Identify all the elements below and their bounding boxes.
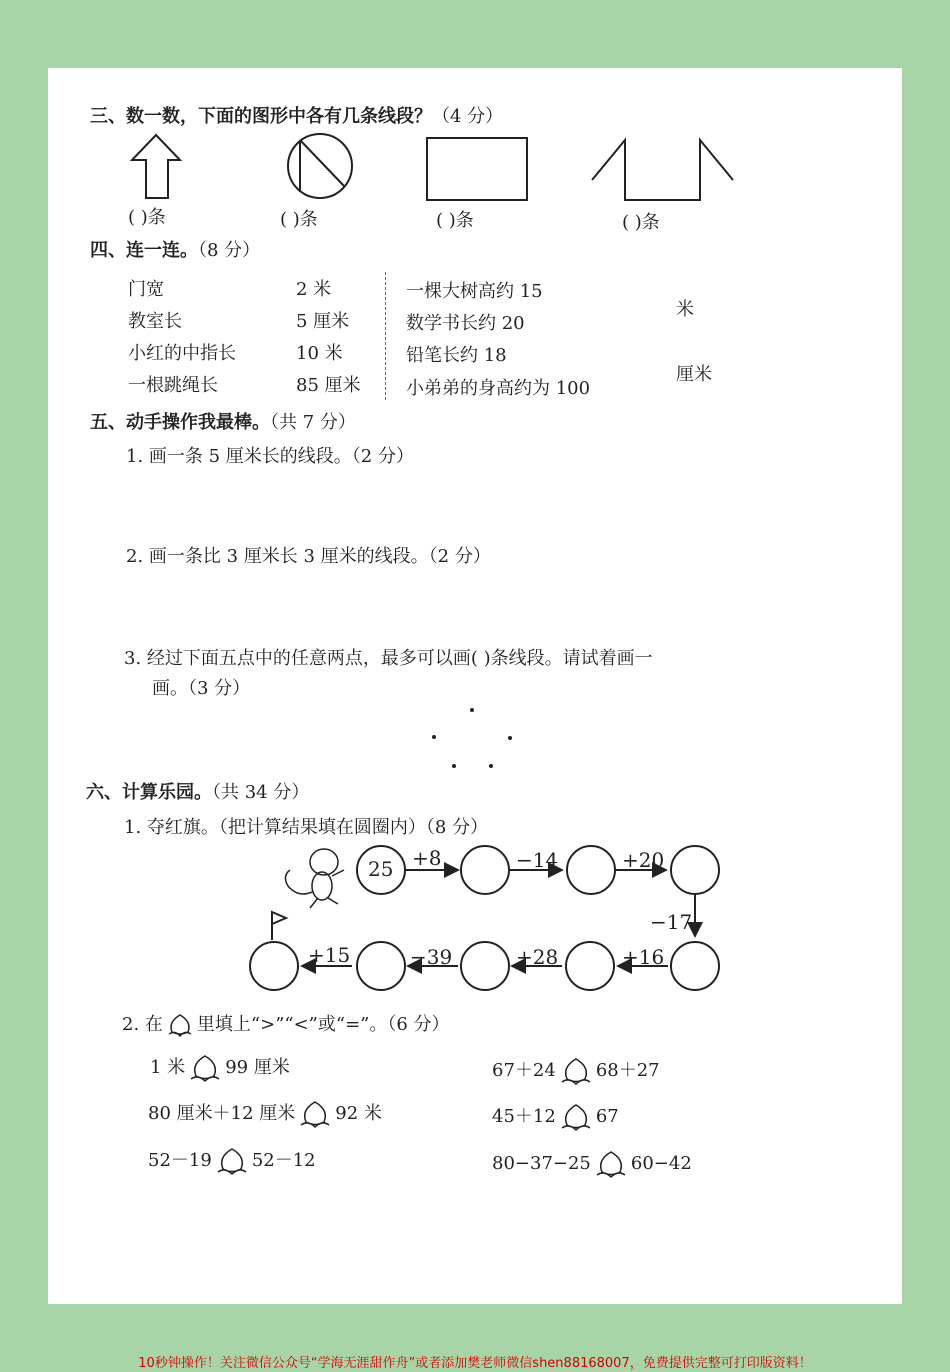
item-rope: 一根跳绳长 xyxy=(128,375,218,396)
question-5-1: 1. 画一条 5 厘米长的线段。（2 分） xyxy=(126,446,414,467)
section-6-heading: 六、计算乐园。（共 34 分） xyxy=(86,782,310,803)
answer-circle-2[interactable] xyxy=(566,845,616,895)
peach-slot-4[interactable] xyxy=(558,1102,594,1132)
op-plus-28: +28 xyxy=(516,945,559,969)
monkey-icon xyxy=(285,849,344,908)
peach-slot-1[interactable] xyxy=(187,1053,223,1083)
section-3-heading: 三、数一数，下面的图形中各有几条线段？（4 分） xyxy=(90,106,504,127)
point-3 xyxy=(508,736,512,740)
op-plus-8: +8 xyxy=(412,846,442,870)
question-5-2: 2. 画一条比 3 厘米长 3 厘米的线段。（2 分） xyxy=(126,546,491,567)
value-4: 85 厘米 xyxy=(296,375,361,396)
compare-6: 80−37−25 60−42 xyxy=(492,1149,692,1179)
compare-2: 67＋24 68＋27 xyxy=(492,1056,660,1086)
value-1: 2 米 xyxy=(296,279,332,300)
unit-meter: 米 xyxy=(676,299,694,320)
op-minus-39: −39 xyxy=(410,945,453,969)
item-tree: 一棵大树高约 15 xyxy=(406,281,543,302)
op-plus-15: +15 xyxy=(308,943,351,967)
answer-circle-7[interactable] xyxy=(356,941,406,991)
blank-4[interactable]: ( )条 xyxy=(622,212,660,233)
item-brother: 小弟弟的身高约为 100 xyxy=(406,378,591,399)
item-book: 数学书长约 20 xyxy=(406,313,525,334)
blank-1[interactable]: ( )条 xyxy=(128,207,166,228)
arrow-shape xyxy=(132,135,180,198)
op-plus-20: +20 xyxy=(622,848,665,872)
compare-3: 80 厘米＋12 厘米 92 米 xyxy=(148,1099,382,1129)
section-5-heading: 五、动手操作我最棒。（共 7 分） xyxy=(90,412,356,433)
item-pencil: 铅笔长约 18 xyxy=(406,345,507,366)
blank-3[interactable]: ( )条 xyxy=(436,210,474,231)
value-2: 5 厘米 xyxy=(296,311,350,332)
compare-5: 52－19 52－12 xyxy=(148,1146,316,1176)
peach-slot-6[interactable] xyxy=(593,1149,629,1179)
answer-circle-4[interactable] xyxy=(670,941,720,991)
point-4 xyxy=(452,764,456,768)
start-value: 25 xyxy=(368,857,394,881)
answer-circle-3[interactable] xyxy=(670,845,720,895)
question-6-1: 1. 夺红旗。（把计算结果填在圆圈内）（8 分） xyxy=(124,817,489,838)
answer-circle-1[interactable] xyxy=(460,845,510,895)
answer-circle-5[interactable] xyxy=(565,941,615,991)
compare-4: 45＋12 67 xyxy=(492,1102,619,1132)
point-5 xyxy=(489,764,493,768)
footer-promo-text: 10秒钟操作！关注微信公众号“学海无涯甜作舟”或者添加樊老师微信shen88168007，免费提供完整可打印版资料！ xyxy=(138,1356,812,1371)
section-4-heading: 四、连一连。（8 分） xyxy=(90,240,261,261)
section-3-figures xyxy=(130,130,750,210)
question-5-3: 3. 经过下面五点中的任意两点，最多可以画( )条线段。请试着画一 xyxy=(124,648,653,669)
item-door-width: 门宽 xyxy=(128,279,164,300)
item-classroom: 教室长 xyxy=(128,311,182,332)
peach-slot-3[interactable] xyxy=(297,1099,333,1129)
rectangle-shape xyxy=(427,138,527,200)
point-2 xyxy=(432,735,436,739)
op-plus-16: +16 xyxy=(622,945,665,969)
compare-1: 1 米 99 厘米 xyxy=(150,1053,290,1083)
blank-2[interactable]: ( )条 xyxy=(280,209,318,230)
point-1 xyxy=(470,708,474,712)
divider xyxy=(385,272,386,400)
circle-shape xyxy=(288,134,352,198)
answer-circle-6[interactable] xyxy=(460,941,510,991)
unit-cm: 厘米 xyxy=(676,364,712,385)
value-3: 10 米 xyxy=(296,343,343,364)
peach-slot-2[interactable] xyxy=(558,1056,594,1086)
question-5-3-cont: 画。（3 分） xyxy=(152,678,251,699)
zigzag-shape xyxy=(592,140,733,200)
peach-slot-5[interactable] xyxy=(214,1146,250,1176)
op-minus-14: −14 xyxy=(516,848,559,872)
peach-icon xyxy=(165,1012,195,1038)
item-finger: 小红的中指长 xyxy=(128,343,236,364)
question-6-2: 2. 在 里填上“>”“<”或“=”。（6 分） xyxy=(122,1010,450,1038)
op-minus-17: −17 xyxy=(650,910,693,934)
answer-circle-8[interactable] xyxy=(249,941,299,991)
